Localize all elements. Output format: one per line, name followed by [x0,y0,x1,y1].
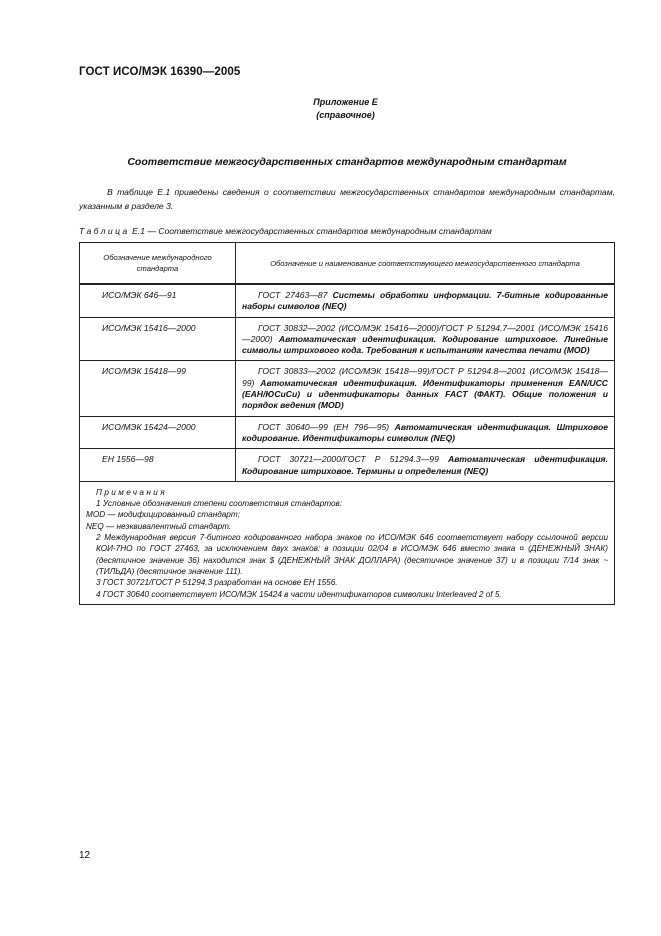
interstate-standard-desc: Системы обработки информации. 7-битные кодированные наборы символов (NEQ) [242,290,608,312]
interstate-standard-cell [236,361,615,416]
intro-paragraph: В таблице Е.1 приведены сведения о соответствии межгосударственных стандартов международным стандартам, указанным в разделе 3. [79,187,615,211]
table-caption-text: Е.1 — Соответствие межгосударственных стандартов международным стандартам [129,226,492,236]
table-row [80,284,615,317]
table-caption-prefix: Таблица [79,226,130,236]
international-standard-cell: ИСО/МЭК 15416—2000 [80,317,236,361]
interstate-standard-desc: Автоматическая идентификация. Идентификаторы применения EAN/UCC (ЕАН/ЮСиСи) и идентификаторы данных FACT (ФАКТ). Общие положения и порядок ведения (MOD) [242,377,608,411]
table-row [80,361,615,416]
document-header: ГОСТ ИСО/МЭК 16390—2005 [79,66,241,78]
column-header-interstate: Обозначение и наименование соответствующего межгосударственного стандарта [236,243,615,285]
interstate-standard-desc: Автоматическая идентификация. Штриховое кодирование. Идентификаторы символик (NEQ) [242,421,608,443]
interstate-standard-ref: ГОСТ 30833—2002 (ИСО/МЭК 15418—99)/ГОСТ Р 51294.8—2001 (ИСО/МЭК 15418—99) [242,366,608,388]
international-standard-cell: ЕН 1556—98 [80,449,236,482]
interstate-standard-ref: ГОСТ 30640—99 (ЕН 796—95) [258,421,390,432]
note-3: 3 ГОСТ 30721/ГОСТ Р 51294.3 разработан на основе ЕН 1556. [96,578,338,588]
interstate-standard-ref: ГОСТ 30832—2002 (ИСО/МЭК 15416—2000)/ГОСТ Р 51294.7—2001 (ИСО/МЭК 15416—2000) [242,322,608,344]
table-notes-row [80,481,615,604]
interstate-standard-cell [236,449,615,482]
appendix-title: Приложение Е [313,97,378,107]
table-header-row [80,243,615,285]
appendix-subtitle: (справочное) [316,110,375,120]
appendix-heading [0,96,661,122]
table-row [80,416,615,449]
table-caption [79,226,492,236]
international-standard-cell: ИСО/МЭК 646—91 [80,284,236,317]
note-mod: MOD — модифицированный стандарт; [86,510,240,520]
note-2: 2 Международная версия 7-битного кодированного набора знаков по ИСО/МЭК 646 соответствует набору ссылочной версии КОИ-7НО по ГОСТ 27463, за исключением двух знаков: в позиции 02/04 в ИСО/МЭК 646 вместо знака ¤ (ДЕНЕЖНЫЙ ЗНАК) (десятичное значение 36) находится знак $ (ДЕНЕЖНЫЙ ЗНАК ДОЛЛАРА) (десятичное значение 37) и в позиции 7/14 знак ~ (ТИЛЬДА) (десятичное значение 111). [96,533,608,576]
interstate-standard-desc: Автоматическая идентификация. Кодирование штриховое. Термины и определения (NEQ) [242,454,608,476]
column-header-international: Обозначение международного стандарта [80,243,236,285]
section-title: Соответствие межгосударственных стандартов международным стандартам [127,156,567,168]
international-standard-cell: ИСО/МЭК 15424—2000 [80,416,236,449]
table-row [80,317,615,361]
interstate-standard-cell [236,284,615,317]
interstate-standard-cell [236,317,615,361]
note-1: 1 Условные обозначения степени соответствия стандартов: [96,499,343,509]
international-standard-cell: ИСО/МЭК 15418—99 [80,361,236,416]
table-notes [80,481,615,604]
interstate-standard-ref: ГОСТ 30721—2000/ГОСТ Р 51294.3—99 [258,454,439,465]
interstate-standard-cell [236,416,615,449]
correspondence-table [79,242,615,605]
note-4: 4 ГОСТ 30640 соответствует ИСО/МЭК 15424 в части идентификаторов символики Interleaved 2 of 5. [96,589,502,599]
notes-title: Примечания [96,487,167,497]
table-row [80,449,615,482]
page-number: 12 [79,850,91,861]
interstate-standard-desc: Автоматическая идентификация. Кодирование штриховое. Линейные символы штрихового кода. Требования к испытаниям качества печати (MOD) [242,333,608,356]
note-neq: NEQ — неэквивалентный стандарт. [86,521,232,531]
interstate-standard-ref: ГОСТ 27463—87 [258,290,328,300]
